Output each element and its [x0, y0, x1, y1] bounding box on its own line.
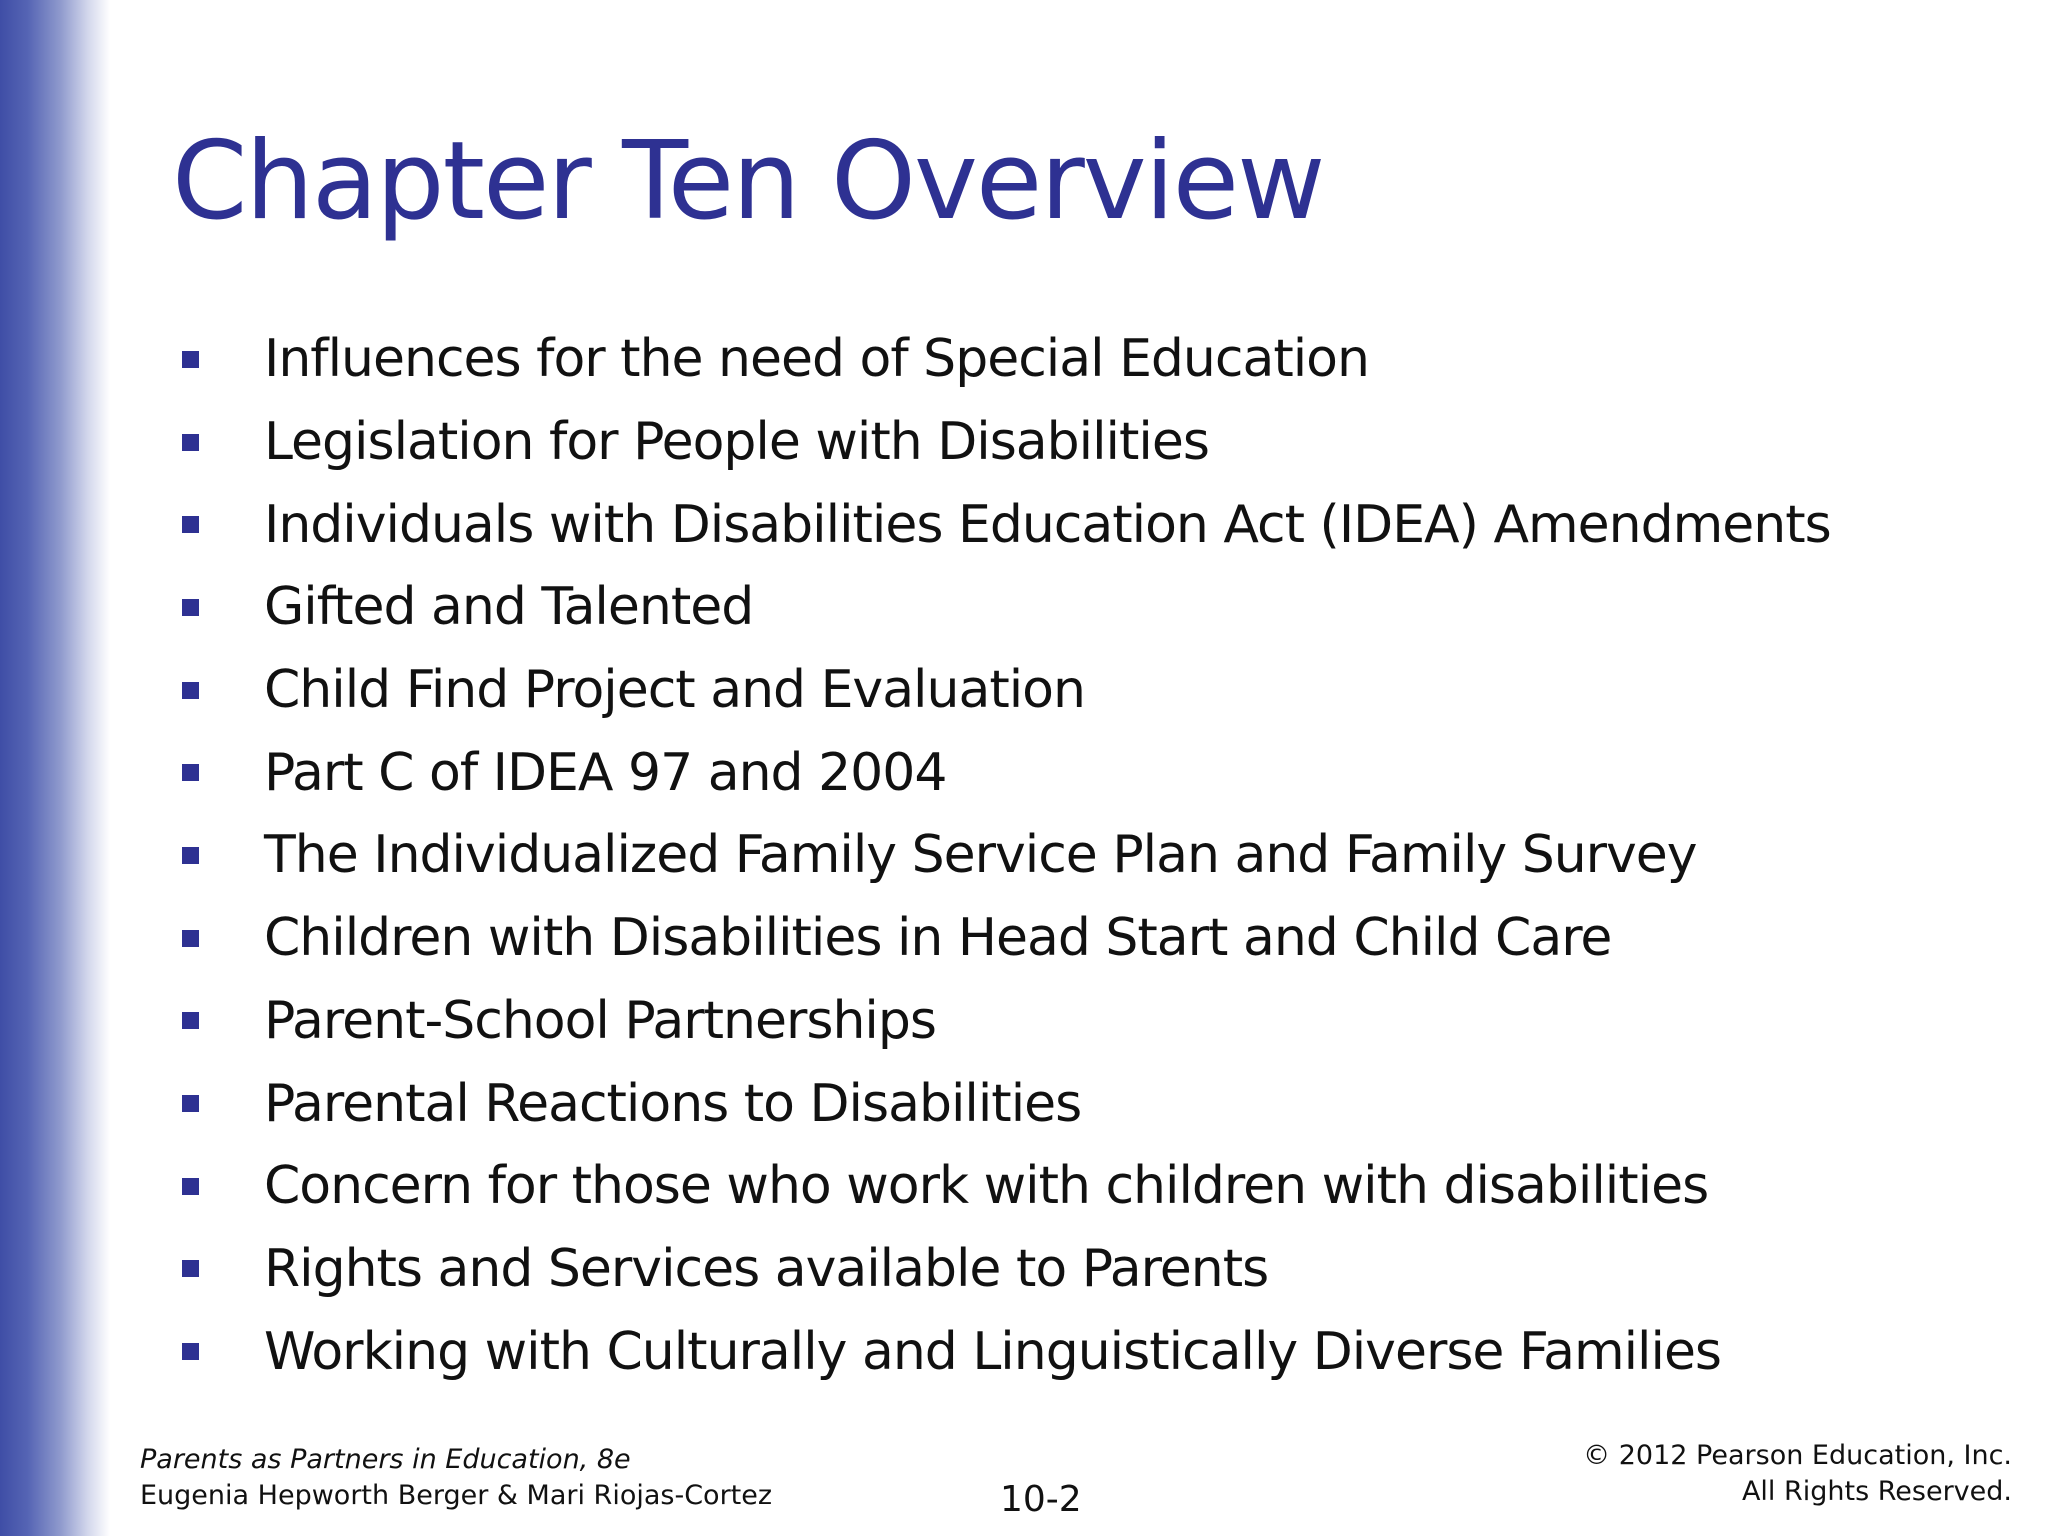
- bullet-item: [172, 814, 1831, 897]
- bullet-text: Influences for the need of Special Education: [264, 329, 1369, 390]
- bullet-item: [172, 1228, 1831, 1311]
- page-number: 10-2: [1000, 1479, 1082, 1520]
- bullet-item: [172, 318, 1831, 401]
- square-bullet-icon: [182, 847, 199, 864]
- square-bullet-icon: [182, 351, 199, 368]
- bullet-text: Concern for those who work with children with disabilities: [264, 1156, 1709, 1217]
- square-bullet-icon: [182, 1012, 199, 1029]
- bullet-text: Parent-School Partnerships: [264, 990, 936, 1051]
- bullet-item: [172, 1145, 1831, 1228]
- footer-copyright: [1583, 1438, 2012, 1510]
- square-bullet-icon: [182, 930, 199, 947]
- bullet-text: Children with Disabilities in Head Start and Child Care: [264, 908, 1612, 969]
- square-bullet-icon: [182, 764, 199, 781]
- bullet-text: The Individualized Family Service Plan and Family Survey: [264, 825, 1697, 886]
- bullet-item: [172, 649, 1831, 732]
- square-bullet-icon: [182, 1095, 199, 1112]
- bullet-item: [172, 566, 1831, 649]
- bullet-list: [172, 318, 1831, 1393]
- bullet-text: Legislation for People with Disabilities: [264, 412, 1209, 473]
- bullet-item: [172, 1310, 1831, 1393]
- square-bullet-icon: [182, 1343, 199, 1360]
- slide-title: Chapter Ten Overview: [172, 119, 1324, 244]
- square-bullet-icon: [182, 1178, 199, 1195]
- bullet-item: [172, 1062, 1831, 1145]
- bullet-text: Rights and Services available to Parents: [264, 1238, 1269, 1299]
- square-bullet-icon: [182, 599, 199, 616]
- square-bullet-icon: [182, 682, 199, 699]
- bullet-item: [172, 401, 1831, 484]
- square-bullet-icon: [182, 1260, 199, 1277]
- bullet-text: Child Find Project and Evaluation: [264, 660, 1085, 721]
- bullet-item: [172, 897, 1831, 980]
- book-title: Parents as Partners in Education, 8e: [140, 1444, 631, 1475]
- bullet-text: Parental Reactions to Disabilities: [264, 1073, 1082, 1134]
- bullet-item: [172, 980, 1831, 1063]
- book-authors: Eugenia Hepworth Berger & Mari Riojas-Cortez: [140, 1480, 773, 1511]
- square-bullet-icon: [182, 434, 199, 451]
- copyright-line: © 2012 Pearson Education, Inc.: [1583, 1440, 2012, 1471]
- bullet-text: Part C of IDEA 97 and 2004: [264, 742, 947, 803]
- rights-line: All Rights Reserved.: [1741, 1476, 2012, 1507]
- side-gradient-band: [0, 0, 110, 1536]
- bullet-text: Gifted and Talented: [264, 577, 754, 638]
- bullet-text: Individuals with Disabilities Education Act (IDEA) Amendments: [264, 494, 1831, 555]
- bullet-item: [172, 731, 1831, 814]
- bullet-item: [172, 483, 1831, 566]
- bullet-text: Working with Culturally and Linguistically Diverse Families: [264, 1321, 1722, 1382]
- footer-citation: [140, 1442, 772, 1514]
- square-bullet-icon: [182, 516, 199, 533]
